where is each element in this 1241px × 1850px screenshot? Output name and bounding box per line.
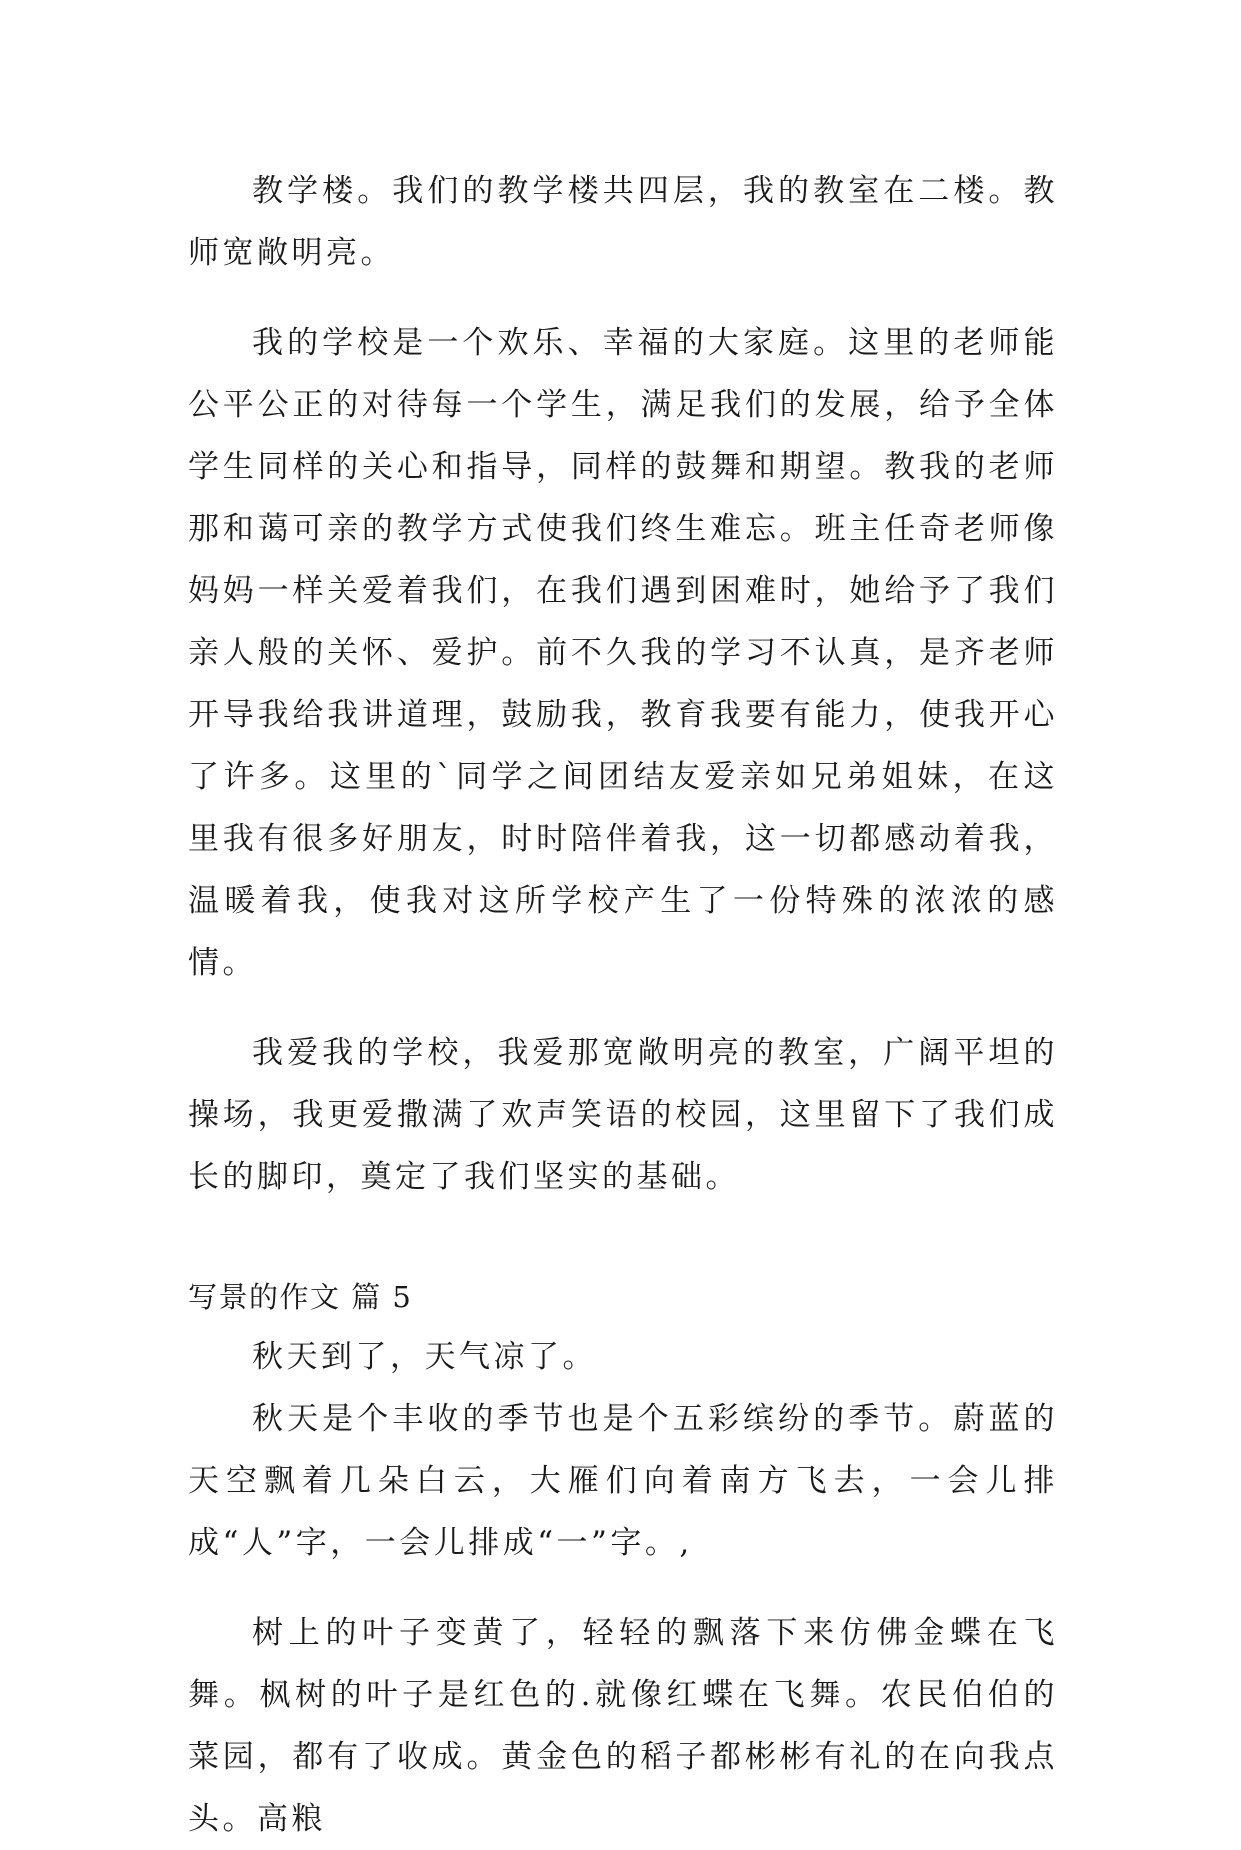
section-heading: 写景的作文 篇 5 <box>188 1280 413 1314</box>
paragraph: 我爱我的学校，我爱那宽敞明亮的教室，广阔平坦的操场，我更爱撒满了欢声笑语的校园，这里留下了我们成长的脚印，奠定了我们坚实的基础。 <box>188 1035 1058 1195</box>
document-body <box>188 160 1058 1850</box>
paragraph: 我的学校是一个欢乐、幸福的大家庭。这里的老师能公平公正的对待每一个学生，满足我们的发展，给予全体学生同样的关心和指导，同样的鼓舞和期望。教我的老师那和蔼可亲的教学方式使我们终生难忘。班主任奇老师像妈妈一样关爱着我们，在我们遇到困难时，她给予了我们亲人般的关怀、爱护。前不久我的学习不认真，是齐老师开导我给我讲道理，鼓励我，教育我要有能力，使我开心了许多。这里的`同学之间团结友爱亲如兄弟姐妹，在这里我有很多好朋友，时时陪伴着我，这一切都感动着我，温暖着我，使我对这所学校产生了一份特殊的浓浓的感情。 <box>188 325 1058 981</box>
paragraph: 教学楼。我们的教学楼共四层，我的教室在二楼。教师宽敞明亮。 <box>188 173 1058 271</box>
paragraph: 秋天到了，天气凉了。 <box>252 1339 597 1375</box>
paragraph: 秋天是个丰收的季节也是个五彩缤纷的季节。蔚蓝的天空飘着几朵白云，大雁们向着南方飞去，一会儿排成“人”字，一会儿排成“一”字。, <box>188 1401 1058 1561</box>
paragraph: 树上的叶子变黄了，轻轻的飘落下来仿佛金蝶在飞舞。枫树的叶子是红色的.就像红蝶在飞舞。农民伯伯的菜园，都有了收成。黄金色的稻子都彬彬有礼的在向我点头。高粮 <box>188 1615 1058 1837</box>
